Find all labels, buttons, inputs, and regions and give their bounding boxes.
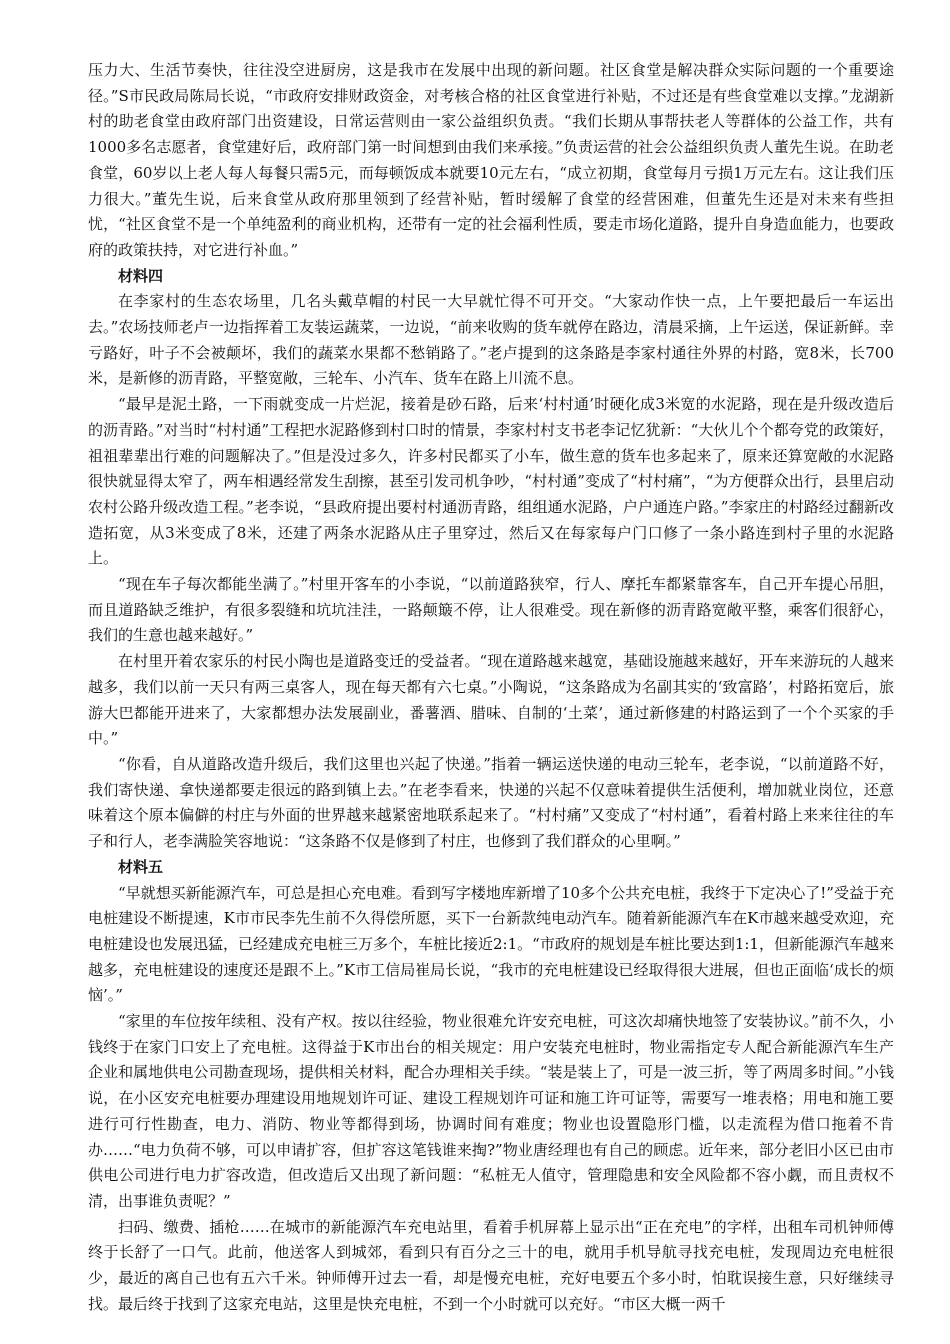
material4-paragraph-2: “最早是泥土路，一下雨就变成一片烂泥，接着是砂石路，后来‘村村通’时硬化成3米宽的水泥路，现在是升级改造后的沥青路。”对当时“村村通”工程把水泥路修到村口时的情景，李家村村支书老李记忆犹新：“大伙儿个个都夸党的政策好，祖祖辈辈出行难的问题解决了。”但是没过多久，许多村民都买了小车，做生意的货车也多起来了，原来还算宽敞的水泥路很快就显得太窄了，两车相遇经常发生刮擦，甚至引发司机争吵，“村村通”变成了“村村痛”，“为方便群众出行，县里启动农村公路升级改造工程。”老李说，“县政府提出要村村通沥青路，组组通水泥路，户户通连户路。”李家庄的村路经过翻新改造拓宽，从3米变成了8米，还建了两条水泥路从庄子里穿过，然后又在每家每户门口修了一条小路连到村子里的水泥路上。 xyxy=(88,395,894,568)
material5-paragraph-2: “家里的车位按年续租、没有产权。按以往经验，物业很难允许安充电桩，可这次却痛快地签了安装协议。”前不久，小钱终于在家门口安上了充电桩。这得益于K市出台的相关规定：用户安装充电桩时，物业需指定专人配合新能源汽车生产企业和属地供电公司勘查现场，提供相关材料，配合办理相关手续。“装是装上了，可是一波三折，等了两周多时间。”小钱说，在小区安充电桩要办理建设用地规划许可证、建设工程规划许可证和施工许可证等，需要写一堆表格；用电和施工要进行可行性勘查，电力、消防、物业等都得到场，协调时间有难度；物业也设置隐形门槛，以走流程为借口拖着不肯办……“电力负荷不够，可以申请扩容，但扩容这笔钱谁来掏?”物业唐经理也有自己的顾虑。近年来，部分老旧小区已由市供电公司进行电力扩容改造，但改造后又出现了新问题：“私桩无人值守，管理隐患和安全风险都不容小觑，而且责权不清，出事谁负责呢？” xyxy=(88,1012,894,1210)
material3-tail-paragraph: 压力大、生活节奏快，往往没空进厨房，这是我市在发展中出现的新问题。社区食堂是解决群众实际问题的一个重要途径。”S市民政局陈局长说，“市政府安排财政资金，对考核合格的社区食堂进行补贴，不过还是有些食堂难以支撑。”龙湖新村的助老食堂由政府部门出资建设，日常运营则由一家公益组织负责。“我们长期从事帮扶老人等群体的公益工作，共有1000多名志愿者，食堂建好后，政府部门第一时间想到由我们来承接。”负责运营的社会公益组织负责人董先生说。在助老食堂，60岁以上老人每人每餐只需5元，而每顿饭成本就要10元左右，“成立初期，食堂每月亏损1万元左右。这让我们压力很大。”董先生说，后来食堂从政府那里领到了经营补贴，暂时缓解了食堂的经营困难，但董先生还是对未来有些担忧，“社区食堂不是一个单纯盈利的商业机构，还带有一定的社会福利性质，要走市场化道路，提升自身造血能力，也要政府的政策扶持，对它进行补血。” xyxy=(88,61,894,259)
material5-paragraph-1: “早就想买新能源汽车，可总是担心充电难。看到写字楼地库新增了10多个公共充电桩，我终于下定决心了!”受益于充电桩建设不断提速，K市市民李先生前不久得偿所愿，买下一台新款纯电动汽车。随着新能源汽车在K市越来越受欢迎，充电桩建设也发展迅猛，已经建成充电桩三万多个，车桩比接近2:1。“市政府的规划是车桩比要达到1:1，但新能源汽车越来越多，充电桩建设的速度还是跟不上。”K市工信局崔局长说，“我市的充电桩建设已经取得很大进展，但也正面临‘成长的烦恼’。” xyxy=(88,883,894,1005)
material4-paragraph-1: 在李家村的生态农场里，几名头戴草帽的村民一大早就忙得不可开交。“大家动作快一点，上午要把最后一车运出去。”农场技师老卢一边指挥着工友装运蔬菜，一边说，“前来收购的货车就停在路边，清晨采摘，上午运送，保证新鲜。幸亏路好，叶子不会被颠坏，我们的蔬菜水果都不愁销路了。”老卢提到的这条路是李家村通往外界的村路，宽8米，长700米，是新修的沥青路，平整宽敞，三轮车、小汽车、货车在路上川流不息。 xyxy=(88,292,894,388)
material4-paragraph-4: 在村里开着农家乐的村民小陶也是道路变迁的受益者。“现在道路越来越宽，基础设施越来越好，开车来游玩的人越来越多，我们以前一天只有两三桌客人，现在每天都有六七桌。”小陶说，“这条路成为名副其实的‘致富路’，村路拓宽后，旅游大巴都能开进来了，大家都想办法发展副业，番薯酒、腊味、自制的‘土菜’，通过新修建的村路运到了一个个买家的手中。” xyxy=(88,652,894,748)
document-page xyxy=(88,58,894,1317)
material4-paragraph-5: “你看，自从道路改造升级后，我们这里也兴起了快递。”指着一辆运送快递的电动三轮车，老李说，“以前道路不好，我们寄快递、拿快递都要走很远的路到镇上去。”在老李看来，快递的兴起不仅意味着提供生活便利，增加就业岗位，还意味着这个原本偏僻的村庄与外面的世界越来越紧密地联系起来了。“村村痛”又变成了“村村通”，看着村路上来来往往的车子和行人，老李满脸笑容地说：“这条路不仅是修到了村庄，也修到了我们群众的心里啊。” xyxy=(88,754,894,851)
material4-heading: 材料四 xyxy=(118,266,164,285)
material5-heading: 材料五 xyxy=(118,857,164,876)
material5-paragraph-3: 扫码、缴费、插枪……在城市的新能源汽车充电站里，看着手机屏幕上显示出“正在充电”的字样，出租车司机钟师傅终于长舒了一口气。此前，他送客人到城郊，看到只有百分之三十的电，就用手机导航寻找充电桩，发现周边充电桩很少，最近的离自己也有五六千米。钟师傅开过去一看，却是慢充电桩，充好电要五个多小时，怕耽误接生意，只好继续寻找。最后终于找到了这家充电站，这里是快充电桩，不到一个小时就可以充好。“市区大概一两千 xyxy=(88,1217,894,1313)
material4-paragraph-3: “现在车子每次都能坐满了。”村里开客车的小李说，“以前道路狭窄，行人、摩托车都紧靠客车，自己开车提心吊胆，而且道路缺乏维护，有很多裂缝和坑坑洼洼，一路颠簸不停，让人很难受。现在新修的沥青路宽敞平整，乘客们很舒心，我们的生意也越来越好。” xyxy=(88,575,894,645)
